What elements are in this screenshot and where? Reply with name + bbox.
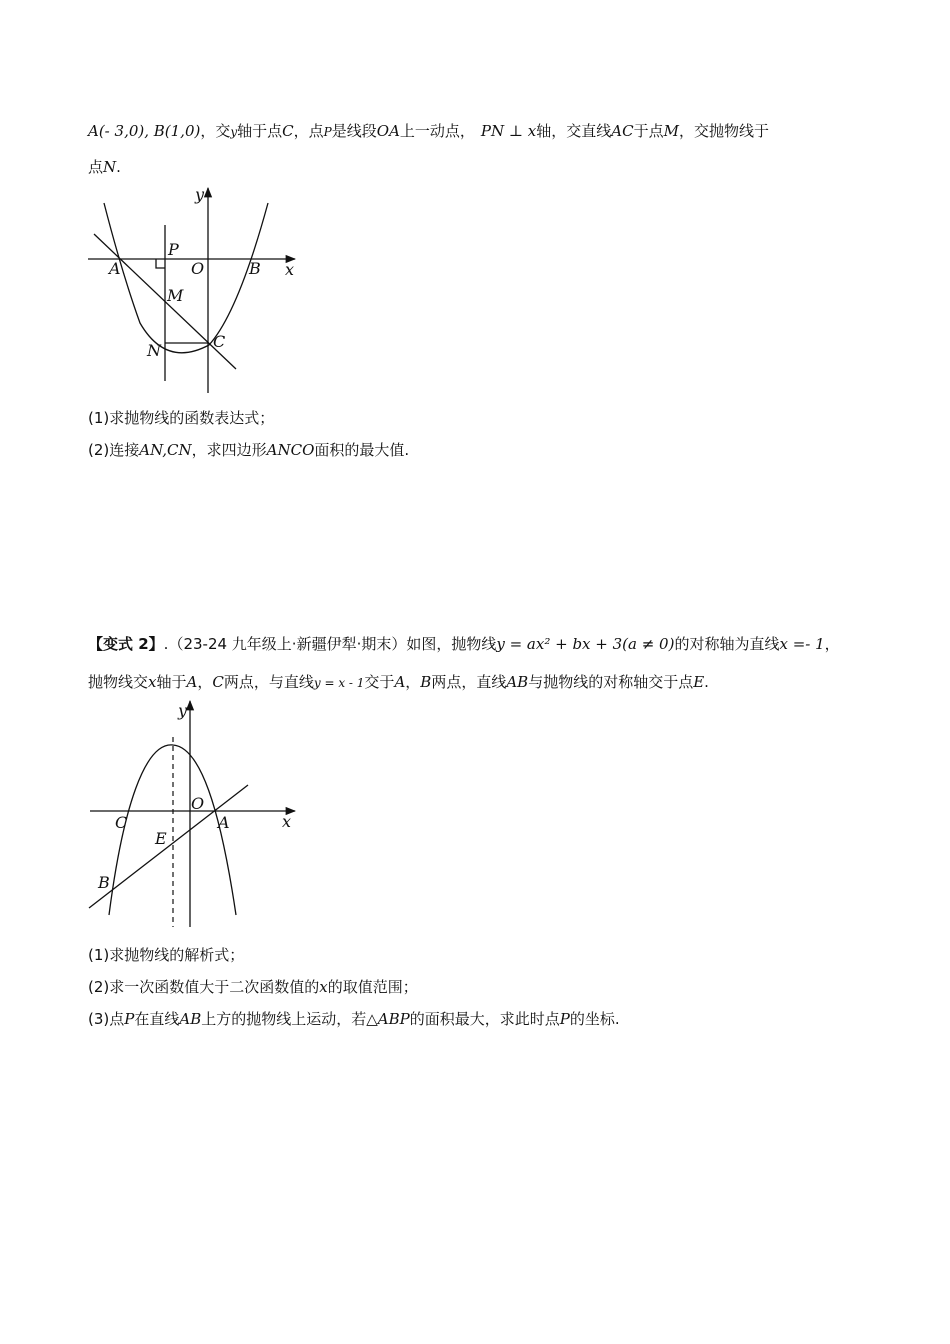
math-triangle-abp: △ABP — [366, 1010, 410, 1028]
problem2-question3 — [88, 1008, 620, 1030]
math-ab: AB — [506, 673, 529, 691]
problem1-question1: (1)求抛物线的函数表达式； — [88, 409, 275, 427]
problem1-figure — [85, 183, 310, 398]
text: . — [116, 158, 121, 176]
label-x: x — [282, 812, 292, 831]
math-a: A — [394, 673, 406, 691]
math-line-equation: y = x - 1 — [313, 676, 365, 690]
text: . — [704, 673, 709, 691]
text: 在直线 — [134, 1010, 180, 1028]
text: ， — [197, 673, 213, 691]
problem2-line2 — [88, 671, 709, 694]
text: ， — [405, 673, 421, 691]
problem2-question1: (1)求抛物线的解析式； — [88, 946, 245, 964]
text: 两点，直线 — [431, 673, 507, 691]
label-y: y — [195, 185, 205, 204]
math-anco: ANCO — [266, 441, 315, 459]
math-points-ab: A(- 3,0), B(1,0) — [88, 122, 201, 140]
label-p: P — [168, 240, 179, 259]
right-angle-mark — [156, 259, 165, 268]
math-a: A — [186, 673, 198, 691]
text: 交于 — [364, 673, 395, 691]
text: 上方的抛物线上运动，若 — [201, 1010, 367, 1028]
label-x: x — [285, 260, 295, 279]
math-p: P — [559, 1010, 570, 1028]
math-b: B — [420, 673, 432, 691]
problem2-figure — [85, 697, 310, 932]
math-y: y — [230, 125, 238, 139]
text: 点 — [88, 158, 104, 176]
problem2-line1 — [88, 633, 840, 655]
math-x: x — [319, 978, 328, 996]
text: ，交抛物线于 — [678, 122, 769, 140]
parabola — [104, 203, 268, 353]
text: 上一动点， — [399, 122, 475, 140]
text: (2)求一次函数值大于二次函数值的 — [88, 978, 320, 996]
label-a: A — [218, 813, 230, 832]
text: ，交 — [200, 122, 231, 140]
math-pn-perp: PN ⊥ x — [480, 122, 537, 140]
text: ，求四边形 — [191, 441, 267, 459]
problem1-line1 — [88, 120, 769, 143]
text: 抛物线交 — [88, 673, 149, 691]
label-a: A — [109, 259, 121, 278]
math-c: C — [282, 122, 294, 140]
math-n: N — [103, 158, 117, 176]
text: .（23-24 九年级上·新疆伊犁·期末）如图，抛物线 — [163, 635, 497, 653]
label-b: B — [249, 259, 261, 278]
label-y: y — [178, 701, 188, 720]
math-p: P — [124, 1010, 135, 1028]
text: ，点 — [293, 122, 324, 140]
problem2-question2 — [88, 976, 418, 998]
math-an-cn: AN,CN — [139, 441, 192, 459]
text: 的面积最大，求此时点 — [409, 1010, 560, 1028]
label-c: C — [213, 332, 226, 351]
text: 的对称轴为直线 — [674, 635, 780, 653]
problem1-question2 — [88, 439, 409, 461]
math-axis-x: x =- 1 — [779, 635, 825, 653]
text: 两点，与直线 — [223, 673, 314, 691]
variant-heading: 【变式 2】 — [88, 635, 164, 653]
text: 是线段 — [331, 122, 377, 140]
label-b: B — [98, 873, 110, 892]
label-e: E — [155, 829, 167, 848]
label-m: M — [167, 286, 184, 305]
label-c: C — [115, 813, 128, 832]
text: (2)连接 — [88, 441, 140, 459]
text: 轴于 — [156, 673, 187, 691]
text: 轴于点 — [237, 122, 283, 140]
math-m: M — [663, 122, 679, 140]
label-n: N — [147, 341, 161, 360]
text: 与抛物线的对称轴交于点 — [528, 673, 694, 691]
label-o: O — [191, 794, 205, 813]
text: ， — [824, 635, 840, 653]
math-p: P — [323, 125, 332, 139]
math-e: E — [693, 673, 705, 691]
math-ac: AC — [611, 122, 634, 140]
math-x: x — [148, 673, 157, 691]
label-o: O — [191, 259, 205, 278]
math-parabola-equation: y = ax² + bx + 3(a ≠ 0) — [496, 635, 675, 653]
math-oa: OA — [376, 122, 400, 140]
text: 轴，交直线 — [536, 122, 612, 140]
text: 面积的最大值. — [314, 441, 410, 459]
text: 的取值范围； — [327, 978, 418, 996]
math-ab: AB — [179, 1010, 202, 1028]
math-c: C — [212, 673, 224, 691]
problem1-line2 — [88, 156, 121, 178]
text: 的坐标. — [569, 1010, 620, 1028]
text: 于点 — [633, 122, 664, 140]
text: (3)点 — [88, 1010, 125, 1028]
